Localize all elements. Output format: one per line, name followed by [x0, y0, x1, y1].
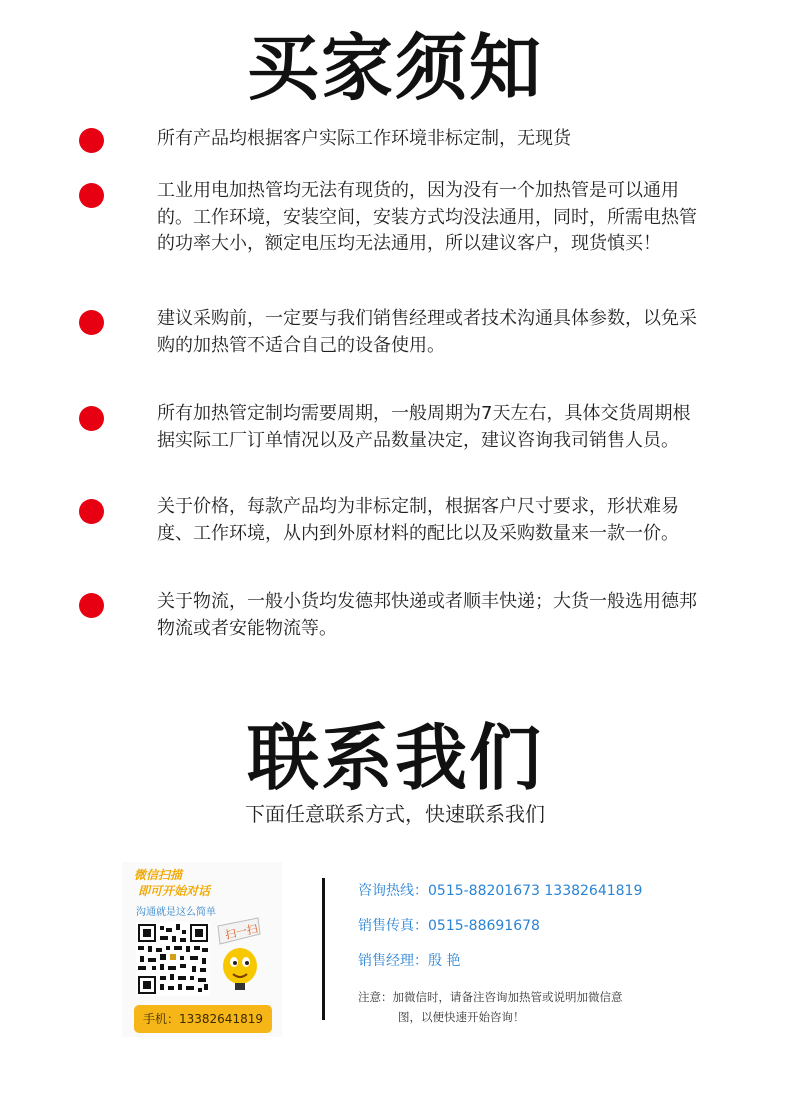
notice-text: 所有产品均根据客户实际工作环境非标定制，无现货 — [157, 128, 571, 149]
contact-subtitle: 下面任意联系方式，快速联系我们 — [245, 802, 545, 826]
bullet-dot-icon — [79, 128, 104, 153]
notice-text: 工业用电加热管均无法有现货的，因为没有一个加热管是可以通用的。工作环境，安装空间，安装方式均没法通用，同时，所需电热管的功率大小，额定电压均无法通用，所以建议客户，现货慎买！ — [157, 180, 697, 254]
notice-title: 买家须知 — [246, 26, 543, 110]
bullet-dot-icon — [79, 593, 104, 618]
contact-title: 联系我们 — [246, 716, 543, 800]
bullet-dot-icon — [79, 183, 104, 208]
wechat-card — [122, 862, 282, 1037]
mobile-phone-badge[interactable]: 手机：13382641819 — [134, 1005, 272, 1033]
notice-text: 关于物流，一般小货均发德邦快递或者顺丰快递；大货一般选用德邦物流或者安能物流等。 — [157, 591, 697, 639]
scan-tag-text: 扫一扫 — [224, 922, 260, 942]
bullet-dot-icon — [79, 406, 104, 431]
notice-text: 所有加热管定制均需要周期，一般周期为7天左右，具体交货周期根据实际工厂订单情况以及产品数量决定，建议咨询我司销售人员。 — [157, 403, 691, 451]
bullet-dot-icon — [79, 499, 104, 524]
consult-hotline[interactable]: 咨询热线：0515-88201673 13382641819 — [358, 883, 643, 899]
contact-note-line1: 注意：加微信时，请备注咨询加热管或说明加微信意 — [358, 990, 623, 1004]
notice-text: 关于价格，每款产品均为非标定制，根据客户尺寸要求，形状难易度、工作环境，从内到外原材料的配比以及采购数量来一款一价。 — [157, 496, 679, 544]
wechat-scan-line1: 微信扫描 — [134, 868, 183, 882]
sales-manager: 销售经理：殷 艳 — [358, 953, 461, 969]
sales-fax: 销售传真：0515-88691678 — [358, 918, 540, 934]
contact-note-line2: 图，以便快速开始咨询！ — [398, 1010, 525, 1024]
vertical-divider — [322, 878, 325, 1020]
contact-note — [358, 987, 678, 1027]
notice-text: 建议采购前，一定要与我们销售经理或者技术沟通具体参数，以免采购的加热管不适合自己的设备使用。 — [157, 308, 697, 356]
wechat-scan-line2: 即可开始对话 — [138, 884, 211, 898]
wechat-scan-line3: 沟通就是这么简单 — [136, 907, 216, 918]
qr-code-icon[interactable] — [136, 922, 210, 996]
bullet-dot-icon — [79, 310, 104, 335]
mascot-icon — [212, 914, 274, 992]
